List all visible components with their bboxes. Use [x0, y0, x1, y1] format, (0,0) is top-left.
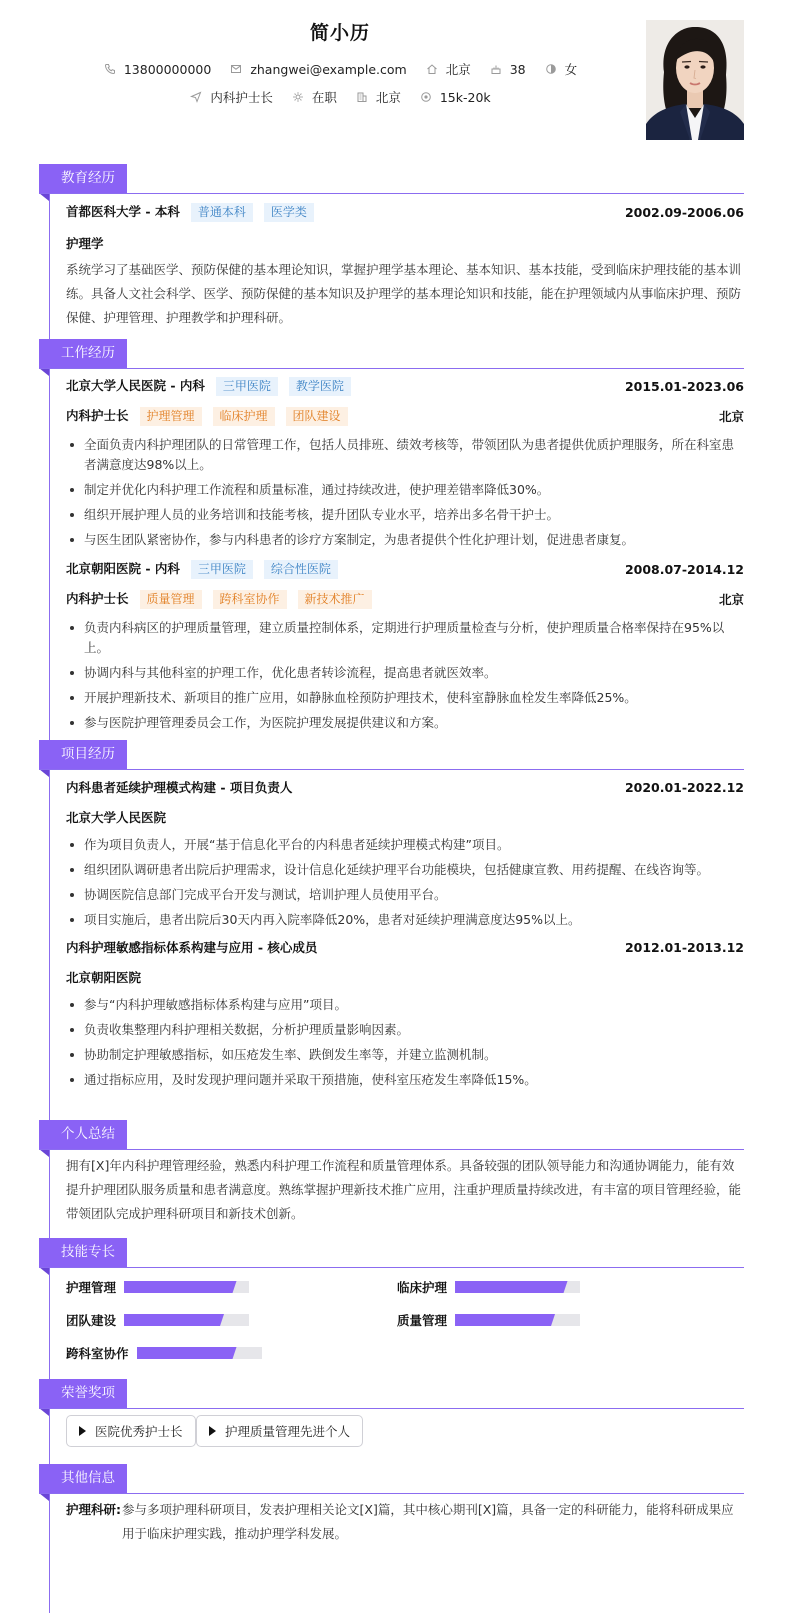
summary-text: 拥有[X]年内科护理管理经验，熟悉内科护理工作流程和质量管理体系。具备较强的团队领导能力和沟通协调能力，能有效提升护理团队服务质量和患者满意度。熟练掌握护理新技术推广应用，注重护理质量持续改进，有丰富的项目管理经验，能带领团队完成护理科研项目和新技术创新。 [66, 1158, 742, 1221]
award-label: 医院优秀护士长 [95, 1424, 183, 1439]
work-item [66, 376, 744, 550]
award-label: 护理质量管理先进个人 [225, 1424, 351, 1439]
status-item [291, 88, 337, 106]
phone-icon [103, 62, 117, 76]
role-tag: 质量管理 [140, 590, 202, 609]
work-role: 内科护士长 [66, 591, 129, 606]
candidate-name: 简小历 [309, 22, 370, 44]
list-item: 项目实施后，患者出院后30天内再入院率降低20%，患者对延续护理满意度达95%以上。 [66, 910, 744, 930]
target-city-item [355, 88, 401, 106]
skill-name: 跨科室协作 [66, 1346, 129, 1361]
resume-header [0, 0, 794, 150]
list-item: 通过指标应用，及时发现护理问题并采取干预措施，使科室压疮发生率降低15%。 [66, 1070, 744, 1090]
education-section [39, 164, 744, 325]
salary-item [419, 90, 491, 105]
section-divider [39, 769, 744, 770]
skill-bar [455, 1281, 580, 1293]
skill-bar-fill [137, 1347, 237, 1359]
work-item [66, 559, 744, 733]
play-icon [79, 1426, 86, 1436]
project-org: 北京大学人民医院 [66, 810, 167, 825]
education-row [66, 202, 744, 222]
skill-bar-fill [124, 1314, 224, 1326]
project-item [66, 938, 744, 1090]
work-location: 北京 [718, 409, 744, 424]
project-bullets [66, 995, 744, 1090]
list-item: 全面负责内科护理团队的日常管理工作，包括人员排班、绩效考核等，带领团队为患者提供优质护理服务，所在科室患者满意度达98%以上。 [66, 435, 744, 475]
work-org: 北京大学人民医院 - 内科 [66, 378, 205, 393]
work-org-row [66, 559, 744, 579]
section-title: 教育经历 [39, 164, 127, 193]
gender-text: 女 [564, 62, 578, 77]
email-item [229, 62, 406, 77]
skill-bar-fill [455, 1314, 555, 1326]
work-role-row [66, 589, 744, 609]
section-header [39, 740, 744, 770]
skill-bar-fill [455, 1281, 568, 1293]
send-icon [189, 90, 203, 104]
org-tag: 三甲医院 [216, 377, 278, 396]
skill-item [66, 1278, 249, 1296]
section-title: 个人总结 [39, 1120, 127, 1149]
section-divider [39, 1149, 744, 1150]
org-tag: 教学医院 [289, 377, 351, 396]
award-chip [196, 1415, 363, 1447]
projects-content [66, 778, 744, 1095]
award-chip [66, 1415, 196, 1447]
education-content [66, 202, 744, 330]
other-text: 参与多项护理科研项目，发表护理相关论文[X]篇，其中核心期刊[X]篇，具备一定的科研能力，能将科研成果应用于临床护理实践，推动护理学科发展。 [122, 1502, 734, 1541]
skill-bar [124, 1281, 249, 1293]
skill-bar [137, 1347, 262, 1359]
job-intent-row [0, 88, 680, 106]
coin-icon [419, 90, 433, 104]
work-bullets [66, 435, 744, 550]
mail-icon [229, 62, 243, 76]
other-content [66, 1498, 744, 1546]
section-divider [39, 1493, 744, 1494]
cake-icon [489, 62, 503, 76]
education-description: 系统学习了基础医学、预防保健的基本理论知识，掌握护理学基本理论、基本知识、基本技能，受到临床护理技能的基本训练。具备人文社会科学、医学、预防保健的基本知识及护理学的基本理论知识和技能，能在护理领域内从事临床护理、预防保健、护理管理、护理教学和护理科研。 [66, 262, 742, 325]
gender-icon [544, 62, 558, 76]
skill-name: 团队建设 [66, 1313, 117, 1328]
role-tag: 团队建设 [286, 407, 348, 426]
list-item: 组织开展护理人员的业务培训和技能考核，提升团队专业水平，培养出多名骨干护士。 [66, 505, 744, 525]
skill-item [66, 1344, 262, 1362]
role-tag: 临床护理 [213, 407, 275, 426]
gender-item [544, 60, 578, 78]
section-title: 工作经历 [39, 339, 127, 368]
role-tag: 护理管理 [140, 407, 202, 426]
section-title: 其他信息 [39, 1464, 127, 1493]
list-item: 协助制定护理敏感指标，如压疮发生率、跌倒发生率等，并建立监测机制。 [66, 1045, 744, 1065]
section-header [39, 1379, 744, 1409]
section-header [39, 1238, 744, 1268]
skill-name: 临床护理 [397, 1280, 448, 1295]
skill-item [66, 1311, 249, 1329]
list-item: 制定并优化内科护理工作流程和质量标准，通过持续改进，使护理差错率降低30%。 [66, 480, 744, 500]
list-item: 协调内科与其他科室的护理工作，优化患者转诊流程，提高患者就医效率。 [66, 663, 744, 683]
city-text: 北京 [445, 62, 471, 77]
skill-bar [455, 1314, 580, 1326]
project-period: 2012.01-2013.12 [624, 939, 744, 955]
list-item: 组织团队调研患者出院后护理需求，设计信息化延续护理平台功能模块，包括健康宣教、用药提醒、在线咨询等。 [66, 860, 744, 880]
age-item [489, 62, 526, 77]
role-tag: 跨科室协作 [213, 590, 287, 609]
list-item: 与医生团队紧密协作，参与内科患者的诊疗方案制定，为患者提供个性化护理计划，促进患者康复。 [66, 530, 744, 550]
section-title: 技能专长 [39, 1238, 127, 1267]
profile-photo [646, 20, 744, 140]
education-period: 2002.09-2006.06 [624, 204, 744, 220]
position-item [189, 88, 273, 106]
project-name: 内科护理敏感指标体系构建与应用 - 核心成员 [66, 940, 318, 955]
section-divider [39, 1408, 744, 1409]
skill-name: 护理管理 [66, 1280, 117, 1295]
gear-icon [291, 90, 305, 104]
skill-item [397, 1278, 580, 1296]
section-title: 项目经历 [39, 740, 127, 769]
contact-row [0, 60, 680, 78]
work-location: 北京 [718, 592, 744, 607]
play-icon [209, 1426, 216, 1436]
org-tag: 综合性医院 [264, 560, 338, 579]
section-divider [39, 1267, 744, 1268]
target-city-text: 北京 [375, 90, 401, 105]
work-org-row [66, 376, 744, 396]
email-text: zhangwei@example.com [250, 61, 407, 77]
project-row [66, 938, 744, 956]
list-item: 参与“内科护理敏感指标体系构建与应用”项目。 [66, 995, 744, 1015]
building-icon [355, 90, 369, 104]
project-name: 内科患者延续护理模式构建 - 项目负责人 [66, 780, 293, 795]
section-header [39, 1120, 744, 1150]
summary-section [39, 1120, 744, 1221]
education-tag: 普通本科 [191, 203, 253, 222]
role-tag: 新技术推广 [298, 590, 372, 609]
section-header [39, 164, 744, 194]
education-tag: 医学类 [264, 203, 314, 222]
home-icon [425, 62, 439, 76]
section-divider [39, 193, 744, 194]
project-item [66, 778, 744, 930]
section-header [39, 1464, 744, 1494]
skill-item [397, 1311, 580, 1329]
age-text: 38 [509, 61, 526, 77]
project-period: 2020.01-2022.12 [624, 779, 744, 795]
list-item: 开展护理新技术、新项目的推广应用，如静脉血栓预防护理技术，使科室静脉血栓发生率降低25%。 [66, 688, 744, 708]
list-item: 作为项目负责人，开展“基于信息化平台的内科患者延续护理模式构建”项目。 [66, 835, 744, 855]
work-role-row [66, 406, 744, 426]
position-text: 内科护士长 [210, 90, 273, 105]
list-item: 参与医院护理管理委员会工作，为医院护理发展提供建议和方案。 [66, 713, 744, 733]
org-tag: 三甲医院 [191, 560, 253, 579]
phone-item [103, 62, 211, 77]
section-title: 荣誉奖项 [39, 1379, 127, 1408]
salary-text: 15k-20k [439, 89, 491, 105]
project-row [66, 778, 744, 796]
work-section [39, 339, 744, 730]
skill-bar [124, 1314, 249, 1326]
work-period: 2008.07-2014.12 [624, 561, 744, 577]
list-item: 协调医院信息部门完成平台开发与测试，培训护理人员使用平台。 [66, 885, 744, 905]
work-content [66, 376, 744, 738]
project-bullets [66, 835, 744, 930]
other-label: 护理科研: [66, 1502, 121, 1517]
other-section [39, 1464, 744, 1541]
skill-bar-fill [124, 1281, 237, 1293]
work-role: 内科护士长 [66, 408, 129, 423]
school-name: 首都医科大学 - 本科 [66, 204, 180, 219]
section-divider [39, 368, 744, 369]
status-text: 在职 [311, 90, 337, 105]
list-item: 负责收集整理内科护理相关数据，分析护理质量影响因素。 [66, 1020, 744, 1040]
skills-section [39, 1238, 744, 1361]
skill-name: 质量管理 [397, 1313, 448, 1328]
phone-text: 13800000000 [123, 61, 212, 77]
city-item [425, 60, 471, 78]
list-item: 负责内科病区的护理质量管理，建立质量控制体系，定期进行护理质量检查与分析，使护理质量合格率保持在95%以上。 [66, 618, 744, 658]
awards-section [39, 1379, 744, 1439]
section-header [39, 339, 744, 369]
project-org: 北京朝阳医院 [66, 970, 142, 985]
major-name: 护理学 [66, 236, 104, 251]
portrait-image [646, 20, 744, 140]
work-org: 北京朝阳医院 - 内科 [66, 561, 180, 576]
projects-section [39, 740, 744, 1087]
work-period: 2015.01-2023.06 [624, 378, 744, 394]
work-bullets [66, 618, 744, 733]
